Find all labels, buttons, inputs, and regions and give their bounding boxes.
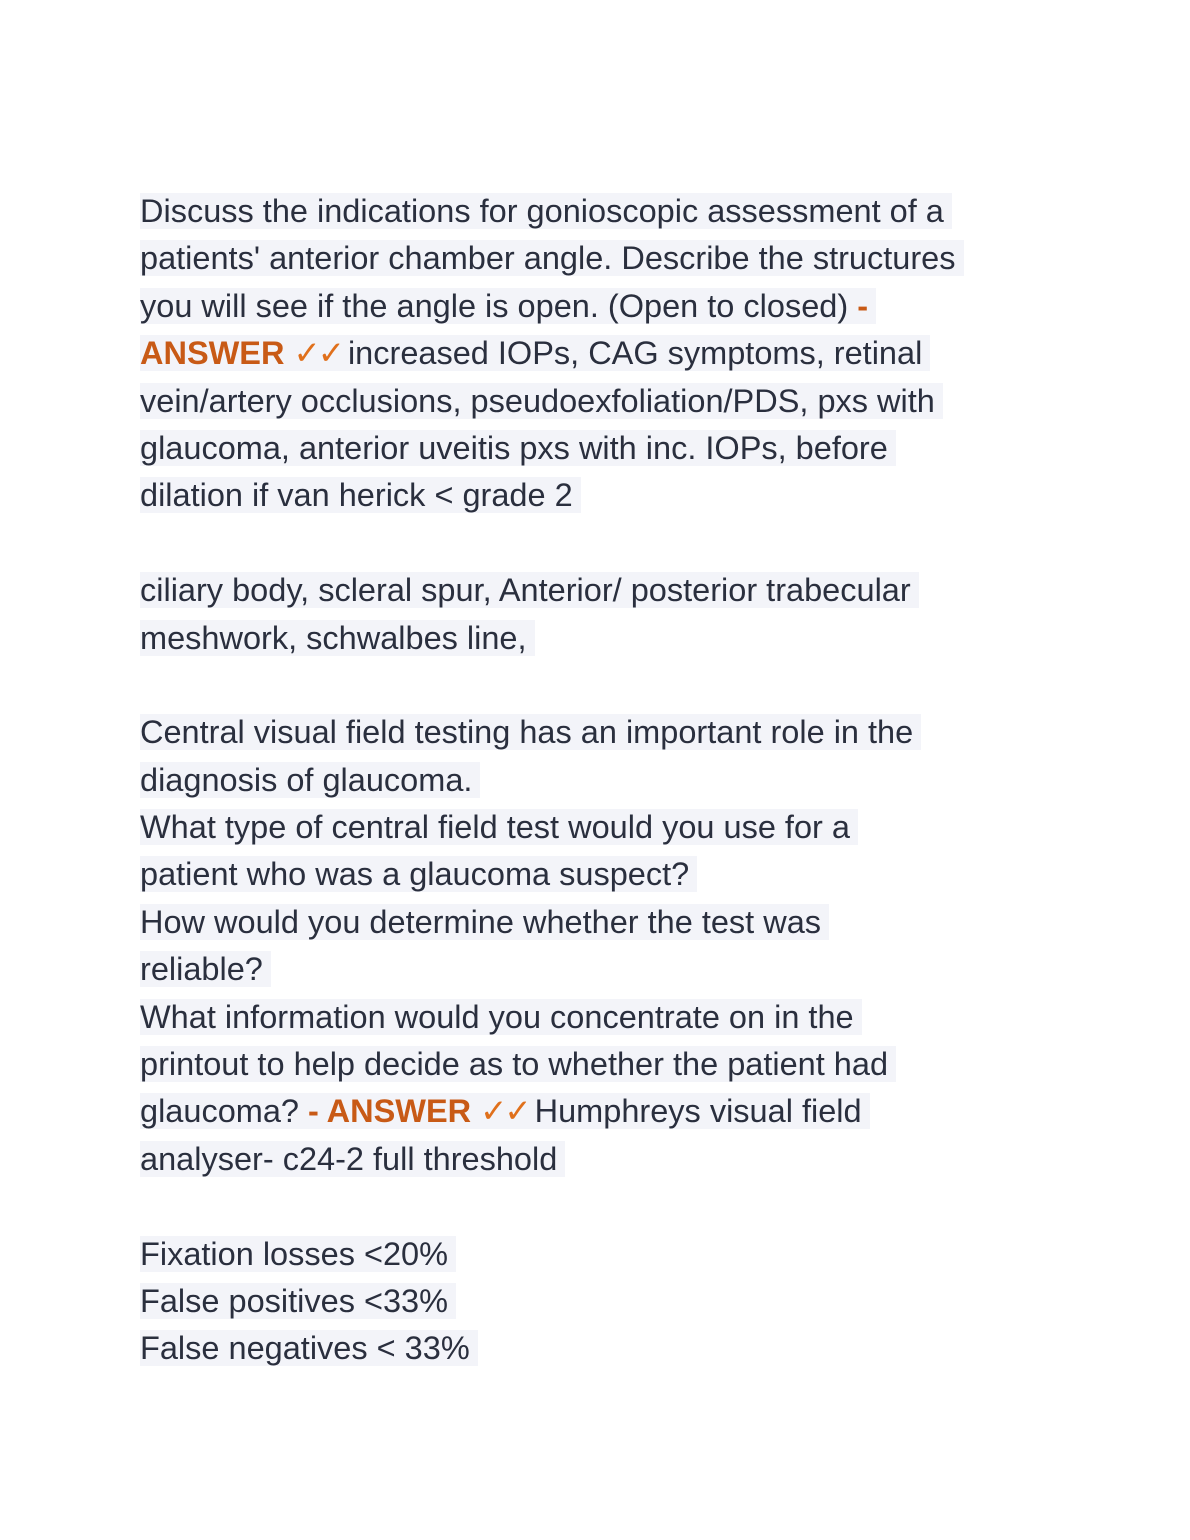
- paragraph-gap: [140, 520, 1050, 567]
- answer-text: False negatives < 33%: [140, 1330, 478, 1366]
- answer-text: glaucoma, anterior uveitis pxs with inc. IOPs, before: [140, 430, 896, 466]
- answer-line: [140, 330, 1050, 377]
- answer-line: [140, 615, 1050, 662]
- answer-text-with-label: [140, 1093, 870, 1129]
- question-line: [140, 994, 1050, 1041]
- question-text: How would you determine whether the test was: [140, 904, 829, 940]
- answer-line: [140, 425, 1050, 472]
- question-text: printout to help decide as to whether the patient had: [140, 1046, 896, 1082]
- answer-line: [140, 1136, 1050, 1183]
- paragraph-gap: [140, 1183, 1050, 1230]
- answer-text: Humphreys visual field: [534, 1093, 862, 1130]
- answer-line: [140, 378, 1050, 425]
- double-check-icon: ✓✓: [480, 1093, 529, 1130]
- question-line: [140, 899, 1050, 946]
- question-text: diagnosis of glaucoma.: [140, 762, 480, 798]
- answer-dash: -: [857, 287, 869, 324]
- answer-line: [140, 472, 1050, 519]
- answer-line: [140, 1325, 1050, 1372]
- question-line: [140, 804, 1050, 851]
- answer-text: analyser- c24-2 full threshold: [140, 1141, 565, 1177]
- answer-text-with-label: [140, 335, 930, 371]
- question-text: Central visual field testing has an important role in the: [140, 714, 921, 750]
- answer-text: vein/artery occlusions, pseudoexfoliation/PDS, pxs with: [140, 383, 943, 419]
- question-line: [140, 235, 1050, 282]
- answer-text: ciliary body, scleral spur, Anterior/ posterior trabecular: [140, 572, 919, 608]
- answer-label: - ANSWER: [308, 1093, 472, 1130]
- question-text: Discuss the indications for gonioscopic assessment of a: [140, 193, 952, 229]
- question-text: glaucoma?: [140, 1093, 299, 1130]
- answer-text: dilation if van herick < grade 2: [140, 477, 581, 513]
- answer-text: Fixation losses <20%: [140, 1236, 456, 1272]
- question-text: What type of central field test would you use for a: [140, 809, 858, 845]
- double-check-icon: ✓✓: [293, 335, 342, 372]
- question-text-with-marker: [140, 288, 876, 324]
- answer-line: [140, 567, 1050, 614]
- question-text: patient who was a glaucoma suspect?: [140, 856, 697, 892]
- question-line: [140, 757, 1050, 804]
- question-text: patients' anterior chamber angle. Describe the structures: [140, 240, 964, 276]
- question-text: you will see if the angle is open. (Open to closed): [140, 287, 849, 324]
- question-text: reliable?: [140, 951, 271, 987]
- question-line: [140, 709, 1050, 756]
- question-text: What information would you concentrate on in the: [140, 999, 862, 1035]
- answer-text: meshwork, schwalbes line,: [140, 620, 535, 656]
- answer-text: False positives <33%: [140, 1283, 456, 1319]
- answer-text: increased IOPs, CAG symptoms, retinal: [347, 335, 923, 372]
- question-line: [140, 188, 1050, 235]
- question-line: [140, 283, 1050, 330]
- paragraph-gap: [140, 662, 1050, 709]
- answer-line: [140, 1278, 1050, 1325]
- answer-label: ANSWER: [140, 335, 285, 372]
- question-line: [140, 851, 1050, 898]
- question-line: [140, 1041, 1050, 1088]
- question-line: [140, 946, 1050, 993]
- answer-line: [140, 1231, 1050, 1278]
- answer-line: [140, 1088, 1050, 1135]
- document-body: [140, 188, 1050, 1373]
